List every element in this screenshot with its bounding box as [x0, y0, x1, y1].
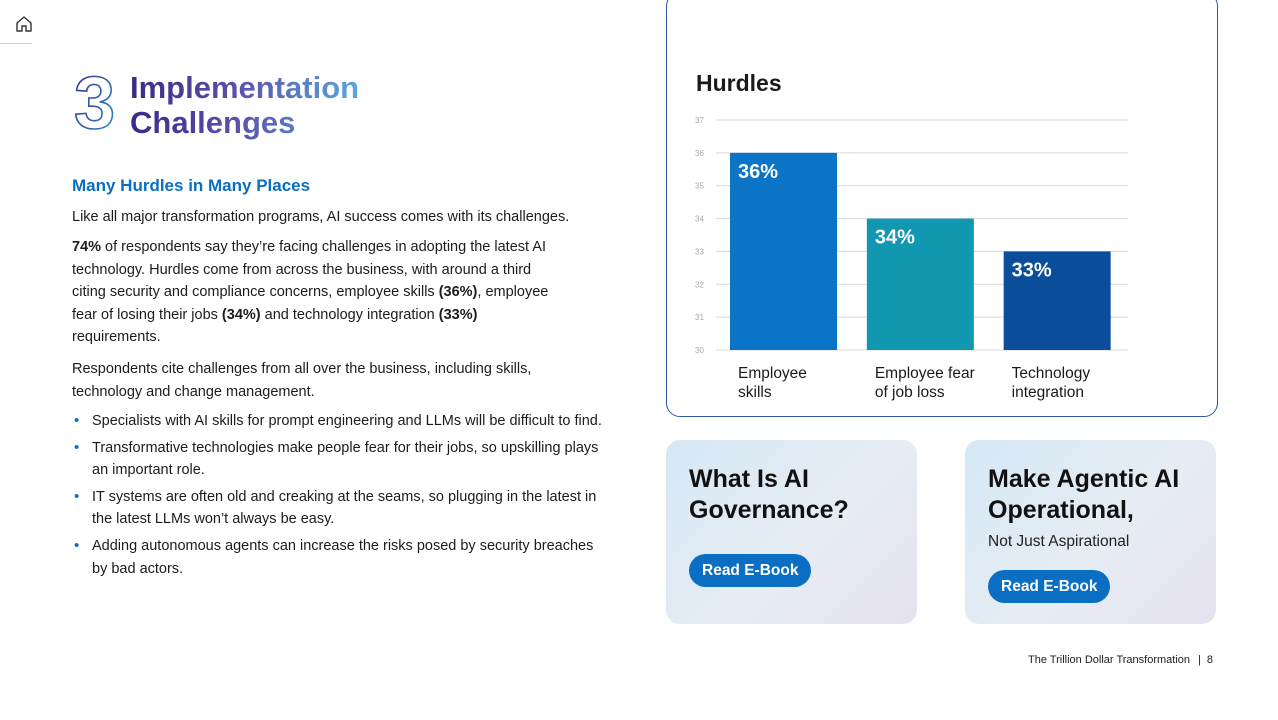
- y-tick-label: 35: [695, 181, 704, 191]
- read-ebook-button[interactable]: Read E-Book: [689, 554, 811, 587]
- x-tick-label: of job loss: [874, 384, 945, 401]
- promo-title: What Is AI Governance?: [689, 465, 849, 524]
- list-item: • IT systems are often old and creaking at the seams, so plugging in the latest in the latest LLMs won’t always be easy.: [72, 486, 612, 531]
- x-tick-label: Technology: [1011, 365, 1091, 382]
- data-label: 36%: [738, 160, 779, 183]
- x-tick-label: skills: [738, 384, 772, 401]
- list-item: • Specialists with AI skills for prompt engineering and LLMs will be difficult to find.: [72, 410, 612, 433]
- y-tick-label: 31: [695, 313, 704, 323]
- data-label: 34%: [874, 226, 915, 249]
- x-tick-label: Employee: [738, 365, 807, 382]
- stat-paragraph: 74% of respondents say they’re facing challenges in adopting the latest AI technology. Hurdles come from across the business, with around a third citing security and compliance concerns, employee skills (36%), employee fear of losing their jobs (34%) and technology integration (33%) requirements.: [72, 239, 549, 346]
- list-item: • Adding autonomous agents can increase the risks posed by security breaches by bad actors.: [72, 535, 612, 580]
- footer-separator: |: [1198, 654, 1201, 666]
- y-tick-label: 34: [695, 214, 704, 224]
- read-ebook-button[interactable]: Read E-Book: [988, 570, 1110, 603]
- section-title: Implementation Challenges: [130, 70, 360, 140]
- y-tick-label: 32: [695, 280, 704, 290]
- svg-text:3: 3: [74, 68, 116, 132]
- y-tick-label: 37: [695, 116, 704, 125]
- footer-doc-title: The Trillion Dollar Transformation: [1028, 654, 1191, 666]
- subheading: Many Hurdles in Many Places: [72, 176, 311, 195]
- promo-card-governance[interactable]: [666, 440, 917, 624]
- respondents-paragraph: Respondents cite challenges from all over the business, including skills, technology and change management.: [72, 361, 532, 400]
- chart-title: Hurdles: [696, 70, 782, 96]
- y-tick-label: 33: [695, 247, 704, 257]
- promo-card-agentic[interactable]: [965, 440, 1216, 624]
- data-label: 33%: [1011, 259, 1052, 282]
- footer: [1028, 654, 1213, 666]
- x-tick-label: integration: [1011, 384, 1085, 401]
- x-tick-label: Employee fear: [874, 365, 975, 382]
- promo-title: Make Agentic AI Operational,: [988, 465, 1180, 524]
- page-number: 8: [1206, 654, 1213, 666]
- intro-paragraph: Like all major transformation programs, AI success comes with its challenges.: [72, 209, 570, 225]
- list-item: • Transformative technologies make people fear for their jobs, so upskilling plays an important role.: [72, 437, 612, 482]
- y-tick-label: 30: [695, 346, 704, 355]
- promo-subtitle: Not Just Aspirational: [988, 533, 1130, 550]
- y-tick-label: 36: [695, 148, 704, 158]
